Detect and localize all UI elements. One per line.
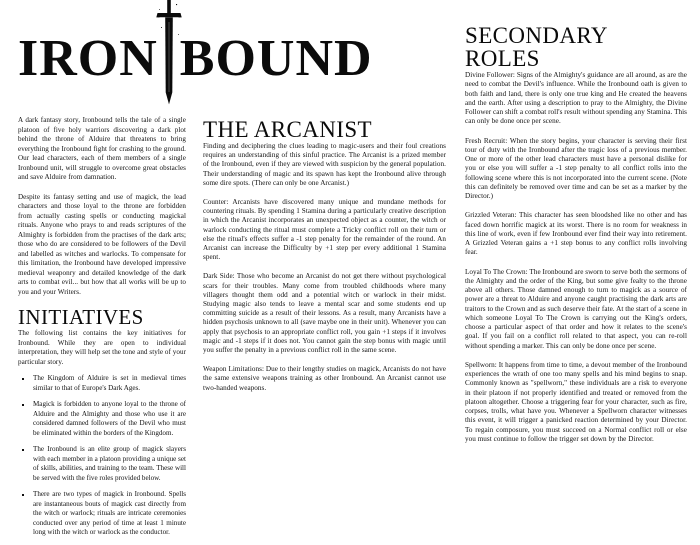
right-column	[465, 24, 687, 451]
intro-paragraph-2: Despite its fantasy setting and use of magick, the lead characters and those loyal to the throne are forbidden from actually casting spells or conducting magickal rituals. Anyone who prays to and reads scriptures of the Almighty is forbidden from the practises of the dark arts; those who do are considered to be followers of the Devil and labelled as witches and warlocks. To compensate for this limitation, the Ironbound have developed impressive medieval weaponry and detailed knowledge of the dark arts to combat evil... but how that all works will be up to you and your Writers.	[18, 192, 186, 296]
role-divine-follower: Divine Follower: Signs of the Almighty's guidance are all around, as are the need to combat the Devil's influence. While the Ironbound oath is given to both faith and land, there is only one true king and He created the heavens and the earth. After using a description to pray to the Almighty, the Divine Follower can shift a combat roll's result without spending any Stamina. This can only be done once per scene.	[465, 71, 687, 126]
arcanist-weapon-limitations: Weapon Limitations: Due to their lengthy studies on magick, Arcanists do not have the same extensive weapons training as other Ironbound. An Arcanist cannot use two-handed weapons.	[203, 365, 446, 392]
list-item: There are two types of magick in Ironbound. Spells are instantaneous bouts of magick cast directly from the witch or warlock; rituals are intricate ceremonies conducted over any period of time at least 1 minute long with the witch or warlock as the conductor.	[18, 490, 186, 538]
arcanist-counter: Counter: Arcanists have discovered many unique and mundane methods for countering rituals. By spending 1 Stamina during a particularly creative description in which the Arcanist incorporates an unexpected object as a counter, the witch or warlock conducting the ritual must complete a Tricky conflict roll on their turn or else the ritual's effects suffer a -1 step penalty for the remainder of the round. An Arcanist can increase the Difficulty by +1 step per every additional 1 Stamina spent.	[203, 198, 446, 262]
initiatives-list	[18, 374, 186, 538]
middle-column	[203, 118, 446, 400]
list-item: The Ironbound is an elite group of magick slayers with each member in a platoon providing a unique set of skills, abilities, and training to the team. These will be served with the five roles provided below.	[18, 445, 186, 483]
initiatives-heading: INITIATIVES	[18, 305, 144, 329]
role-fresh-recruit: Fresh Recruit: When the story begins, your character is serving their first tour of duty with the Ironbound after the tragic loss of a previous member. One or more of the other lead characters must have a personal dislike for you or else you will suffer a -1 step penalty to all conflict rolls into the following scene where this is not incorporated into the current scene. (Note this can definitely be removed over time and can be set as a marker by the Director.)	[465, 136, 687, 200]
intro-paragraph-1: A dark fantasy story, Ironbound tells the tale of a single platoon of five holy warriors discovering a dark plot behind the throne of Alduire that threatens to bring everything the Ironbound fight for crashing to the ground. Our lead characters, each of them members of a single Ironbound unit, will struggle to overcome great obstacles and save Alduire from damnation.	[18, 116, 186, 181]
masthead-title	[18, 18, 438, 108]
list-item: Magick is forbidden to anyone loyal to the throne of Alduire and the Almighty and those who use it are considered damned followers of the Devil who must be eliminated within the borders of the Kingdom.	[18, 400, 186, 438]
sword-icon	[156, 20, 182, 106]
secondary-roles-heading: SECONDARY ROLES	[465, 23, 608, 71]
arcanist-heading: THE ARCANIST	[203, 117, 373, 142]
logo-word-iron: IRON	[18, 29, 158, 87]
list-item: The Kingdom of Alduire is set in medieval times similar to that of Europe's Dark Ages.	[18, 374, 186, 393]
role-loyal-to-the-crown: Loyal To The Crown: The Ironbound are sworn to serve both the sermons of the Almighty and the order of the King, but some give fealty to the throne above all others. Those damned enough to turn to magick as a source of power are a threat to Alduire and anyone caught practising the dark arts are traitors to the Crown and as such deserve their fate. At the start of a scene in which someone Loyal To The Crown is carrying out the King's orders, choose a particular aspect of that order and how it relates to the scene's goal. If you fail on a conflict roll related to that aspect, you can re-roll without spending a marker. This can only be done once per scene.	[465, 267, 687, 350]
logo-wordmark	[18, 20, 373, 106]
arcanist-dark-side: Dark Side: Those who become an Arcanist do not get there without psychological scars for their troubles. Many come from troubled childhoods where many villagers thought them odd and a potential witch or warlock in their midst. Studying magic also tends to leave a mental scar and some students end up committing suicide as a result of their lessons. As a result, many Arcanists have a hidden psychosis unknown to all (save maybe one in their unit). Whenever you can apply that psychosis to an appropriate conflict roll, you gain +1 steps if it involves magic and -1 steps if it does not. You cannot gain the step bonus with magic until you suffer the penalty in a previous conflict roll in the same scene.	[203, 272, 446, 355]
logo-word-bound: BOUND	[179, 29, 373, 87]
initiatives-intro: The following list contains the key initiatives for Ironbound. While they are open to individual interpretation, they will help set the tone and style of your particular story.	[18, 329, 186, 366]
role-spellworn: Spellworn: It happens from time to time, a devout member of the Ironbound experiences the wrath of one too many spells and his mind begins to snap. Commonly known as "spellworn," these individuals are a risk to everyone in their platoon if not properly identified and treated or removed from the platoon altogether. Choose a triggering fear for your character, such as fire, corpses, trolls, what have you. Whenever a Spellworn character witnesses this event, it will trigger a panicked reaction determined by your Director. To regain composure, you must succeed on a Normal conflict roll or else you must continue to follow the trigger set down by the Director.	[465, 360, 687, 443]
arcanist-intro: Finding and deciphering the clues leading to magic-users and their foul creations requires an understanding of this sinful practice. The Arcanist is a prized member of the Ironbound, even if they are viewed with suspicion by the general population. Their understanding of magic and its spawn has kept the Ironbound alive through some dire spots. (There can only be one Arcanist.)	[203, 142, 446, 187]
left-column	[18, 116, 186, 545]
role-grizzled-veteran: Grizzled Veteran: This character has seen bloodshed like no other and has faced down horrific magick at its worst. There is no room for weakness in this line of work, even if few Ironbound ever find their way into retirement. A Grizzled Veteran gains a +1 step bonus to any conflict rolls involving fear.	[465, 211, 687, 257]
